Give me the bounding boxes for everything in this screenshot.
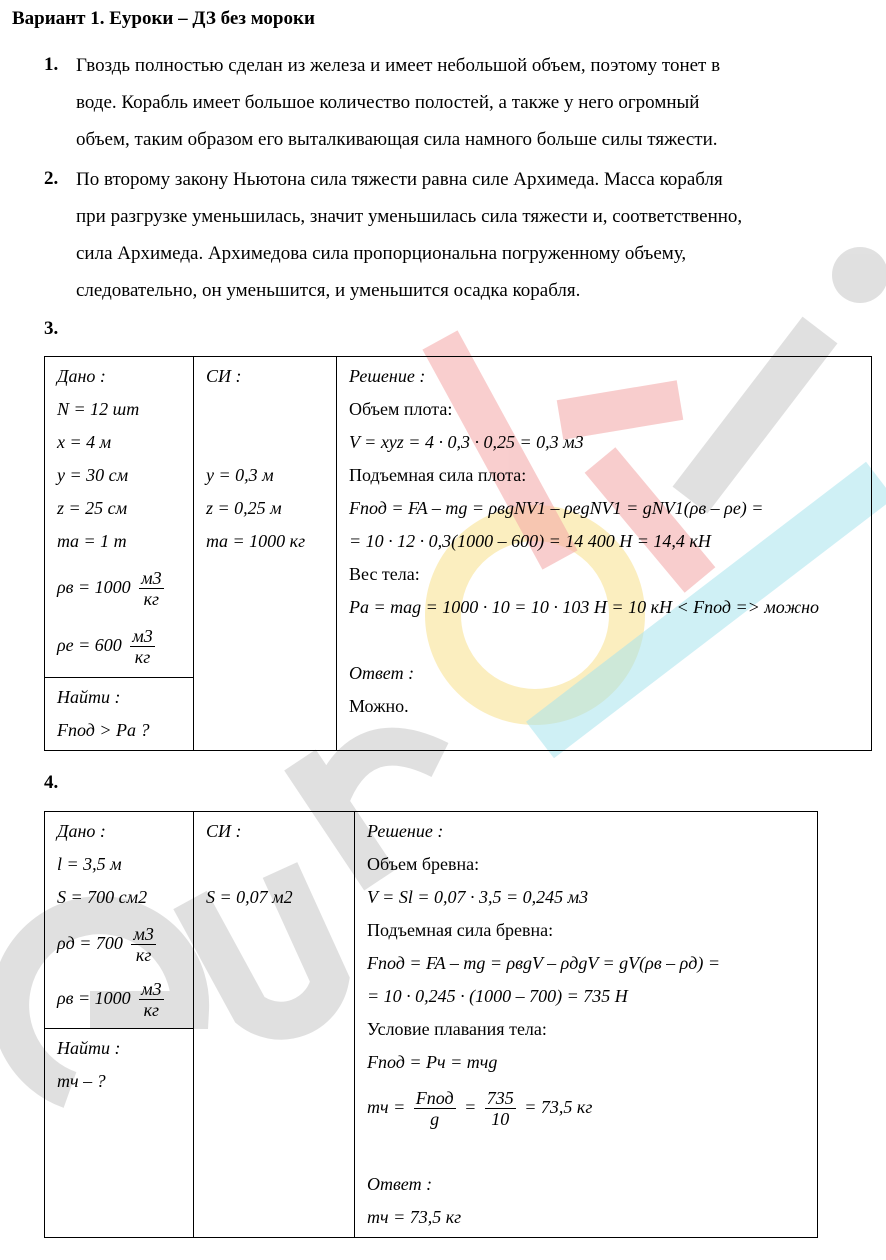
q4-answer: mч = 73,5 кг bbox=[367, 1207, 462, 1227]
q4-si-cell bbox=[194, 812, 355, 1238]
q3-sol-line: Подъемная сила плота: bbox=[349, 465, 527, 485]
q1-number: 1. bbox=[44, 54, 59, 75]
q1-line: воде. Корабль имеет большое количество полостей, а также у него огромный bbox=[76, 92, 700, 113]
frac-top: 735 bbox=[486, 1088, 514, 1109]
q3-find-label: Найти : bbox=[57, 687, 121, 707]
q3-sol-label: Решение : bbox=[349, 366, 426, 386]
q4-sol-line: Условие плавания тела: bbox=[367, 1019, 547, 1039]
q3-si-item: z = 0,25 м bbox=[206, 498, 282, 518]
q1-line: Гвоздь полностью сделан из железа и имеет небольшой объем, поэтому тонет в bbox=[76, 55, 721, 76]
q4-sol-line: Объем бревна: bbox=[367, 854, 480, 874]
q4-given-item: S = 700 см2 bbox=[57, 887, 148, 907]
q3-sol-line: = 10 · 12 · 0,3(1000 – 600) = 14 400 Н = 14,4 кН bbox=[349, 531, 711, 551]
q3-find-cell bbox=[45, 678, 194, 751]
q3-given-item: N = 12 шт bbox=[57, 399, 140, 419]
unit-top: м3 bbox=[141, 568, 162, 589]
q3-rho-v-unit bbox=[139, 568, 164, 609]
q3-answer: Можно. bbox=[349, 696, 409, 716]
q3-answer-label: Ответ : bbox=[349, 663, 415, 683]
frac-bottom: 10 bbox=[491, 1109, 510, 1130]
q3-sol-line: V = xyz = 4 · 0,3 · 0,25 = 0,3 м3 bbox=[349, 432, 584, 452]
unit-top: м3 bbox=[132, 626, 153, 647]
q4-rho-v bbox=[57, 972, 181, 1024]
q4-frac-force bbox=[414, 1088, 456, 1129]
q4-rho-v-unit bbox=[139, 979, 164, 1020]
q3-dano-label: Дано : bbox=[57, 366, 106, 386]
q3-find: Fпод > Pа ? bbox=[57, 720, 150, 740]
q4-si-item: S = 0,07 м2 bbox=[206, 887, 293, 907]
unit-top: м3 bbox=[141, 979, 162, 1000]
q3-rho-v bbox=[57, 558, 181, 616]
page-title: Вариант 1. Еуроки – ДЗ без мороки bbox=[12, 8, 315, 29]
q4-sol-line: Fпод = FA – mg = ρвgV – ρдgV = gV(ρв – ρд) = bbox=[367, 953, 721, 973]
q4-sol-line: Fпод = Pч = mчg bbox=[367, 1052, 498, 1072]
q4-find: mч – ? bbox=[57, 1071, 106, 1091]
q4-answer-label: Ответ : bbox=[367, 1174, 433, 1194]
q3-rho-v-value: ρв = 1000 bbox=[57, 577, 131, 597]
q4-rho-d-unit bbox=[131, 924, 156, 965]
q4-given-item: l = 3,5 м bbox=[57, 854, 122, 874]
q3-si-item: mа = 1000 кг bbox=[206, 531, 306, 551]
q3-solution-cell bbox=[337, 357, 872, 751]
q3-si-item: y = 0,3 м bbox=[206, 465, 274, 485]
q4-rho-d-value: ρд = 700 bbox=[57, 933, 123, 953]
q4-sol-line: = 10 · 0,245 · (1000 – 700) = 735 Н bbox=[367, 986, 628, 1006]
unit-bottom: кг bbox=[134, 647, 151, 668]
q3-rho-e-value: ρе = 600 bbox=[57, 635, 122, 655]
q2-line: сила Архимеда. Архимедова сила пропорциональна погруженному объему, bbox=[76, 243, 687, 264]
q3-solution-table bbox=[44, 356, 872, 751]
q4-frac-values bbox=[485, 1088, 516, 1129]
q3-rho-e-unit bbox=[130, 626, 155, 667]
q4-mass-formula: mч = $\frac{\text{Fпод}}{g}$ = $\frac{735}{10}$ = 73,5 кг bbox=[367, 1088, 593, 1130]
q3-si-label: СИ : bbox=[206, 366, 242, 386]
q2-line: при разгрузке уменьшилась, значит уменьшилась сила тяжести и, соответственно, bbox=[76, 206, 743, 227]
q4-solution-cell bbox=[355, 812, 818, 1238]
q2-line: следовательно, он уменьшится, и уменьшится осадка корабля. bbox=[76, 280, 581, 301]
q3-given-cell bbox=[45, 357, 194, 678]
unit-bottom: кг bbox=[135, 945, 152, 966]
q3-number: 3. bbox=[44, 318, 59, 339]
unit-bottom: кг bbox=[143, 589, 160, 610]
q3-sol-line: Объем плота: bbox=[349, 399, 453, 419]
q3-sol-line: Fпод = FA – mg = ρвgNV1 – ρеgNV1 = gNV1(ρв – ρе) = bbox=[349, 498, 764, 518]
q4-si-label: СИ : bbox=[206, 821, 242, 841]
q4-given-cell bbox=[45, 812, 194, 1029]
q4-sol-line: V = Sl = 0,07 · 3,5 = 0,245 м3 bbox=[367, 887, 589, 907]
unit-top: м3 bbox=[133, 924, 154, 945]
q4-rho-d bbox=[57, 914, 181, 972]
q4-mass-lhs: mч = bbox=[367, 1097, 406, 1117]
q3-given-item: y = 30 см bbox=[57, 465, 129, 485]
q3-si-cell bbox=[194, 357, 337, 751]
unit-bottom: кг bbox=[143, 1000, 160, 1021]
q2-text bbox=[76, 161, 742, 309]
q1-text bbox=[76, 47, 720, 158]
q3-sol-line: Вес тела: bbox=[349, 564, 420, 584]
q3-given-item: mа = 1 т bbox=[57, 531, 127, 551]
q4-rho-v-value: ρв = 1000 bbox=[57, 988, 131, 1008]
q3-given-item: x = 4 м bbox=[57, 432, 112, 452]
q4-sol-label: Решение : bbox=[367, 821, 444, 841]
q4-find-cell bbox=[45, 1029, 194, 1238]
q4-sol-line: Подъемная сила бревна: bbox=[367, 920, 554, 940]
q4-find-label: Найти : bbox=[57, 1038, 121, 1058]
frac-top: Fпод bbox=[415, 1088, 454, 1109]
frac-bottom: g bbox=[430, 1109, 440, 1130]
q2-line: По второму закону Ньютона сила тяжести равна силе Архимеда. Масса корабля bbox=[76, 169, 723, 190]
q3-sol-line: Pа = mаg = 1000 · 10 = 10 · 103 Н = 10 кН < Fпод => можно bbox=[349, 597, 820, 617]
q4-dano-label: Дано : bbox=[57, 821, 106, 841]
q3-rho-e bbox=[57, 616, 181, 674]
q2-number: 2. bbox=[44, 168, 59, 189]
q4-number: 4. bbox=[44, 772, 59, 793]
q1-line: объем, таким образом его выталкивающая сила намного больше силы тяжести. bbox=[76, 129, 718, 150]
q4-solution-table bbox=[44, 811, 818, 1238]
q3-given-item: z = 25 см bbox=[57, 498, 128, 518]
q4-mass-rhs: = 73,5 кг bbox=[524, 1097, 593, 1117]
